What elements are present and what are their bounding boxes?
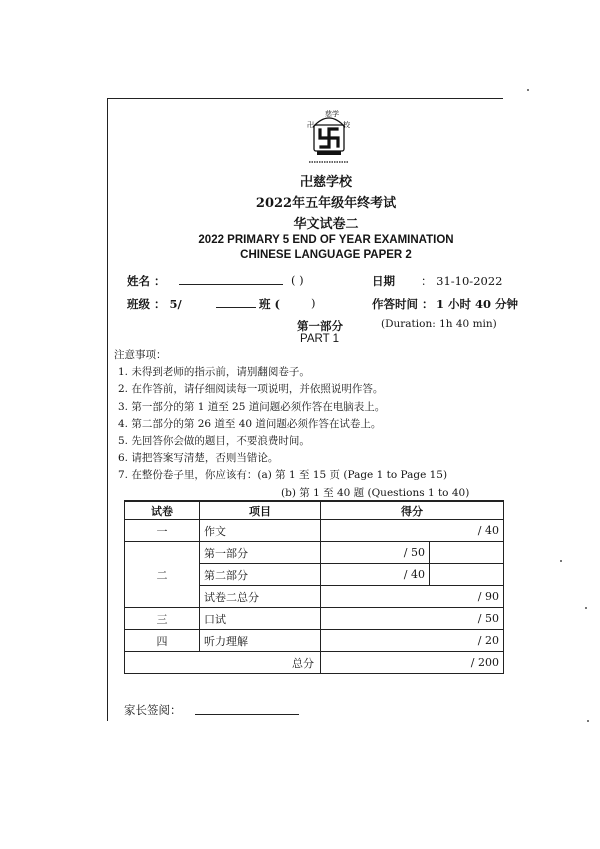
instruction-item: 5. 先回答你会做的题目，不要浪费时间。 [118, 435, 310, 448]
paper-title-en: CHINESE LANGUAGE PAPER 2 [240, 249, 412, 261]
instruction-item: 1. 未得到老师的指示前，请别翻阅卷子。 [118, 366, 310, 379]
score-table [124, 500, 504, 674]
part-label-en: PART 1 [300, 333, 339, 345]
total-label: 总分 [125, 652, 321, 674]
svg-text:慈学: 慈学 [325, 110, 339, 118]
item-cell: 第一部分 [200, 542, 321, 564]
score-blank-cell [430, 564, 504, 586]
signature-label: 家长签阅： [124, 703, 182, 717]
scan-speck [585, 607, 587, 609]
table-row [125, 542, 504, 564]
instruction-item: 2. 在作答前，请仔细阅读每一项说明，并依照说明作答。 [118, 383, 384, 396]
paper-cell: 二 [125, 542, 200, 608]
item-cell: 试卷二总分 [200, 586, 321, 608]
instruction-item: 3. 第一部分的第 1 道至 25 道问题必须作答在电脑表上。 [118, 400, 386, 413]
duration-value: 1 小时 40 分钟 [436, 297, 519, 311]
table-row [125, 520, 504, 542]
score-cell[interactable]: / 90 [321, 586, 504, 608]
school-name: 卍慈学校 [299, 175, 352, 190]
scan-speck [587, 720, 589, 722]
table-row [125, 608, 504, 630]
svg-text:卍: 卍 [307, 121, 314, 129]
paper-cell: 四 [125, 630, 200, 652]
item-cell: 口试 [200, 608, 321, 630]
item-cell: 作文 [200, 520, 321, 542]
item-cell: 听力理解 [200, 630, 321, 652]
date-value: ： 31-10-2022 [421, 274, 503, 288]
header-score: 得分 [321, 501, 504, 520]
item-cell: 第二部分 [200, 564, 321, 586]
header-item: 项目 [200, 501, 321, 520]
page-edge-top [108, 98, 503, 99]
page-edge-left [107, 98, 108, 721]
score-cell[interactable]: / 40 [321, 520, 504, 542]
date-label: 日期 [372, 274, 395, 288]
instruction-item: 4. 第二部分的第 26 道至 40 道问题必须作答在试卷上。 [118, 417, 382, 430]
total-score-cell[interactable]: / 200 [321, 652, 504, 674]
scan-speck [560, 560, 562, 562]
duration-label: 作答时间 ： [372, 297, 434, 311]
instructions-heading: 注意事项： [114, 349, 167, 361]
class-paren-close: ) [311, 296, 316, 310]
score-cell[interactable]: / 50 [321, 542, 430, 564]
paper-cell: 三 [125, 608, 200, 630]
instruction-item: 6. 请把答案写清楚，否则当错论。 [118, 452, 279, 465]
exam-title-en: 2022 PRIMARY 5 END OF YEAR EXAMINATION [198, 234, 454, 246]
name-label: 姓名 ： [127, 274, 166, 288]
instructions [114, 347, 469, 502]
school-emblem-icon [303, 105, 355, 165]
instruction-item: 7. 在整份卷子里，你应该有：(a) 第 1 至 15 页 (Page 1 to Page 15) [118, 469, 448, 482]
class-field[interactable] [216, 296, 256, 308]
score-blank-cell [430, 542, 504, 564]
svg-text:校: 校 [343, 121, 350, 129]
class-label: 班级 ： 5/ [127, 297, 182, 311]
header-paper: 试卷 [125, 501, 200, 520]
instruction-item: (b) 第 1 至 40 题 (Questions 1 to 40) [281, 486, 470, 499]
part-duration: (Duration: 1h 40 min) [381, 318, 497, 330]
score-cell[interactable]: / 40 [321, 564, 430, 586]
class-suffix: 班 ( [259, 297, 280, 311]
exam-title-cn: 2022年五年级年终考试 [255, 196, 397, 211]
table-total-row [125, 652, 504, 674]
part-label-cn: 第一部分 [297, 319, 343, 333]
signature-field[interactable] [195, 703, 299, 715]
score-cell[interactable]: / 20 [321, 630, 504, 652]
table-row [125, 630, 504, 652]
score-cell[interactable]: / 50 [321, 608, 504, 630]
index-number-field[interactable]: ( ) [291, 273, 304, 287]
name-field[interactable] [179, 273, 283, 285]
paper-title-cn: 华文试卷二 [293, 217, 359, 232]
table-header-row [125, 501, 504, 520]
paper-cell: 一 [125, 520, 200, 542]
scan-speck [527, 89, 529, 91]
